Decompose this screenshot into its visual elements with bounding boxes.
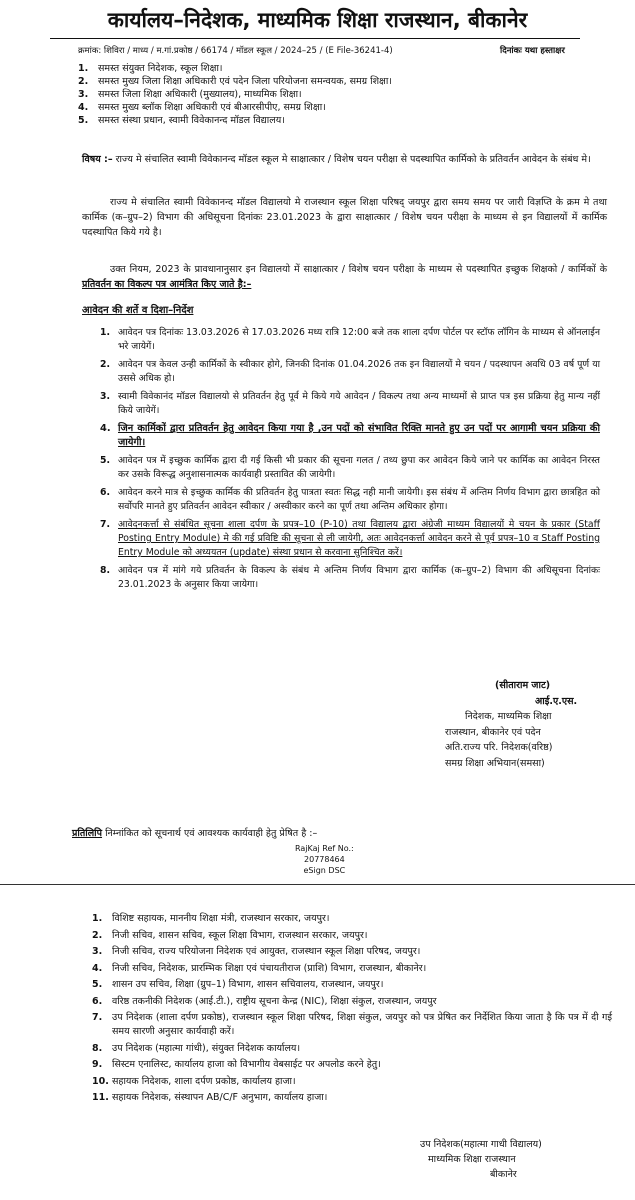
addressee-item: 5. समस्त संस्था प्रधान, स्वामी विवेकानन्द मॉडल विद्यालय। xyxy=(78,115,285,126)
copy-to-line: प्रतिलिपि निम्नांकित को सूचनार्थ एवं आवश्यक कार्यवाही हेतु प्रेषित है :– xyxy=(72,828,318,839)
copy-item: 1. विशिष्ट सहायक, माननीय शिक्षा मंत्री, राजस्थान सरकार, जयपुर। xyxy=(92,913,330,924)
conditions-list xyxy=(100,326,600,596)
condition-item: 8. आवेदन पत्र में मांगे गये प्रतिवर्तन के विकल्प के संबंध मे अन्तिम निर्णय विभाग द्वारा कार्मिक (क–ग्रुप–2) विभाग की अधिसूचना दिनांकः 23.01.2023 के अनुसार किया जायेगा। xyxy=(100,565,600,590)
signatory-line: उप निदेशक(महात्मा गाधी विद्यालय) xyxy=(420,1139,542,1150)
subject-text: राज्य मे संचालित स्वामी विवेकानन्द मॉडल स्कूल मे साक्षात्कार / विशेष चयन परीक्षा से पदस्थापित कार्मिको के प्रतिवर्तन आवेदन के संबंध मे। xyxy=(115,154,591,165)
copy-item: 5. शासन उप सचिव, शिक्षा (ग्रुप–1) विभाग, शासन सचिवालय, राजस्थान, जयपुर। xyxy=(92,979,384,990)
addressee-list xyxy=(78,62,578,127)
subject-label: विषय :– xyxy=(82,154,113,165)
paragraph-2-bold: प्रतिवर्तन का विकल्प पत्र आमंत्रित किए जाते है:– xyxy=(82,279,252,290)
signatory-line: माध्यमिक शिक्षा राजस्थान xyxy=(428,1154,516,1165)
copy-to-label: प्रतिलिपि xyxy=(72,828,103,839)
signatory-name: (सीताराम जाट) xyxy=(495,680,551,691)
signatory-line: बीकानेर xyxy=(490,1169,517,1180)
addressee-item: 3. समस्त जिला शिक्षा अधिकारी (मुख्यालय), माध्यमिक शिक्षा। xyxy=(78,89,302,100)
condition-item: 1. आवेदन पत्र दिनांकः 13.03.2026 से 17.03.2026 मध्य रात्रि 12:00 बजे तक शाला दर्पण पोर्टल पर स्टॉफ लॉगिन के माध्यम से ऑनलाईन भरे जायेगें। xyxy=(100,327,600,352)
reference-number: क्रमांक: शिविरा / माध्य / म.गां.प्रकोष्ठ / 66174 / मॉडल स्कूल / 2024–25 / (E File-36241-4) xyxy=(78,46,393,56)
signatory-line: राजस्थान, बीकानेर एवं पदेन xyxy=(445,726,541,738)
copy-item: 2. निजी सचिव, शासन सचिव, स्कूल शिक्षा विभाग, राजस्थान सरकार, जयपुर। xyxy=(92,929,368,941)
signatory-line: निदेशक, माध्यमिक शिक्षा xyxy=(465,711,552,722)
document-date: दिनांकः यथा हस्ताक्षर xyxy=(500,46,565,56)
copy-item: 3. निजी सचिव, राज्य परियोजना निदेशक एवं आयुक्त, राजस्थान स्कूल शिक्षा परिषद, जयपुर। xyxy=(92,946,421,957)
copy-item: 4. निजी सचिव, निदेशक, प्रारम्भिक शिक्षा एवं पंचायतीराज (प्राशि) विभाग, राजस्थान, बीकानेर। xyxy=(92,962,427,974)
paragraph-2: उक्त नियम, 2023 के प्रावधानानुसार इन विद्यालयो में साक्षात्कार / विशेष चयन परीक्षा के माध्यम से पदस्थापित इच्छुक शिक्षको / कार्मिकों के प्रतिवर्तन का विकल्प पत्र आमंत्रित किए जाते है:– xyxy=(82,264,607,290)
title-divider xyxy=(50,38,580,39)
condition-item: 5. आवेदन पत्र में इच्छुक कार्मिक द्वारा दी गई किसी भी प्रकार की सूचना गलत / तथ्य छुपा कर आवेदन किये जाने पर कार्मिक का आवेदन निरस्त कर उसके विरूद्ध अनुशासनात्मक कार्यवाही प्रस्तावित की जायेगी। xyxy=(100,455,600,480)
copy-item: 10. सहायक निदेशक, शाला दर्पण प्रकोष्ठ, कार्यालय हाजा। xyxy=(92,1075,296,1087)
copy-item: 8. उप निदेशक (महात्मा गांधी), संयुक्त निदेशक कार्यालय। xyxy=(92,1042,301,1054)
copy-list xyxy=(92,912,612,1108)
condition-item: 2. आवेदन पत्र केवल उन्ही कार्मिकों के स्वीकार होगे, जिनकी दिनांक 01.04.2026 तक इन विद्यालयों मे चयन / पदस्थापन अवधि 03 वर्ष पूर्ण या उससे अधिक हो। xyxy=(100,359,600,384)
signature-block-2 xyxy=(420,1137,620,1182)
paragraph-1: राज्य मे संचालित स्वामी विवेकानन्द मॉडल विद्यालयो मे राजस्थान स्कूल शिक्षा परिषद् जयपुर द्वारा समय समय पर जारी विज्ञप्ति के क्रम मे तथा कार्मिक (क–ग्रुप–2) विभाग की अधिसूचना दिनांकः 23.01.2023 के द्वारा साक्षात्कार / विशेष चयन परीक्षा के माध्यम से इन विद्यालयों में कार्मिक पदस्थापित किये गये है। xyxy=(82,197,607,238)
copy-item: 9. सिस्टम एनालिस्ट, कार्यालय हाजा को विभागीय वेबसाईट पर अपलोड करने हेतु। xyxy=(92,1059,381,1070)
signature-block xyxy=(395,678,595,771)
addressee-item: 2. समस्त मुख्य जिला शिक्षा अधिकारी एवं पदेन जिला परियोजना समन्वयक, समग्र शिक्षा। xyxy=(78,76,392,87)
subject xyxy=(82,152,602,167)
signatory-service: आई.ए.एस. xyxy=(535,695,578,707)
addressee-item: 4. समस्त मुख्य ब्लॉक शिक्षा अधिकारी एवं बीआरसीपीए, समग्र शिक्षा। xyxy=(78,102,326,113)
copy-item: 6. वरिष्ठ तकनीकी निदेशक (आई.टी.), राष्ट्रीय सूचना केन्द्र (NIC), शिक्षा संकुल, राजस्थान, जयपुर xyxy=(92,995,437,1007)
condition-item: 4. जिन कार्मिकों द्वारा प्रतिवर्तन हेतु आवेदन किया गया है ,उन पदों को संभावित रिक्ति मानते हुए उन पदों पर आगामी चयन प्रक्रिया की जायेगी। xyxy=(100,423,600,448)
section-divider xyxy=(0,884,635,885)
conditions-heading: आवेदन की शर्ते व दिशा–निर्देश xyxy=(82,305,194,316)
condition-item: 7. आवेदनकर्त्ता से संबंधित सूचना शाला दर्पण के प्रपत्र–10 (P-10) तथा विद्यालय द्वारा अंग्रेजी माध्यम विद्यालयों मे चयन के प्रकार (Staff Posting Entry Module) मे की गई प्रविष्टि की सूचना से ली जायेगी, अतः आवेदनकर्त्ता आवेदन करने से पूर्व प्रपत्र–10 व Staff Posting Entry Module को अध्ययतन (update) संस्था प्रधान से करवाना सुनिश्चित करें। xyxy=(100,519,600,558)
condition-item: 3. स्वामी विवेकानंद मॉडल विद्यालयो से प्रतिवर्तन हेतु पूर्व मे किये गये आवेदन / विकल्प तथा अन्य माध्यमों से प्राप्त पत्र इस प्रक्रिया हेतु मान्य नहीं किये जायेगें। xyxy=(100,391,600,416)
copy-item: 11. सहायक निदेशक, संस्थापन AB/C/F अनुभाग, कार्यालय हाजा। xyxy=(92,1092,328,1103)
addressee-item: 1. समस्त संयुक्त निदेशक, स्कूल शिक्षा। xyxy=(78,63,223,74)
document-title: कार्यालय–निदेशक, माध्यमिक शिक्षा राजस्थान, बीकानेर xyxy=(107,8,528,32)
copy-item: 7. उप निदेशक (शाला दर्पण प्रकोष्ठ), राजस्थान स्कूल शिक्षा परिषद, शिक्षा संकुल, जयपुर को पत्र प्रेषित कर निर्देशित किया जाता है कि पत्र में दी गई समय सारणी अनुसार कार्यवाही करें। xyxy=(92,1012,612,1037)
esign-stamp: RajKaj Ref No.: 20778464 eSign DSC xyxy=(295,844,354,875)
condition-item: 6. आवेदन करने मात्र से इच्छुक कार्मिक की प्रतिवर्तन हेतु पात्रता स्वतः सिद्ध नही मानी जायेगी। इस संबंध में अन्तिम निर्णय विभाग द्वारा छात्रहित को सर्वोपरि मानते हुए प्रतिवर्तन आवेदन स्वीकार / अस्वीकार करने का पूर्ण तथा अन्तिम अधिकार होगा। xyxy=(100,487,600,512)
signatory-line: समग्र शिक्षा अभियान(समसा) xyxy=(445,757,545,769)
signatory-line: अति.राज्य परि. निदेशक(वरिष्ठ) xyxy=(445,742,553,753)
